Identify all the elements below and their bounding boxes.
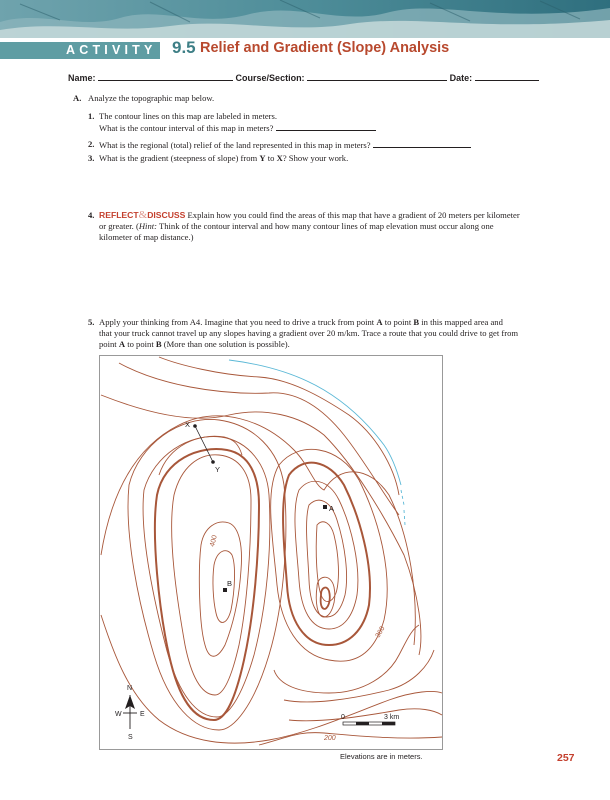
q4-hint-label: Hint: [138, 221, 157, 231]
q4-number: 4. [88, 210, 95, 220]
q3-question [99, 153, 348, 164]
activity-label: ACTIVITY [66, 43, 157, 57]
q5-line3-c: (More than one solution is possible). [163, 339, 290, 349]
q3-text-post: ? Show your work. [282, 153, 349, 163]
compass-s: S [128, 734, 133, 741]
q5-line1-b: to point [384, 317, 412, 327]
q1-number: 1. [88, 111, 95, 121]
q3-point-y: Y [259, 153, 266, 163]
contour-label-400: 400 [209, 534, 219, 548]
activity-title-row [0, 38, 610, 62]
q2-text: What is the regional (total) relief of the land represented in this map in meters? [99, 140, 371, 150]
ampersand-glyph: & [138, 209, 148, 221]
q5-line3-b: to point [127, 339, 154, 349]
page-number: 257 [557, 752, 575, 764]
point-y-label: Y [215, 465, 221, 474]
map-frame [100, 356, 443, 750]
q5-line2: that your truck cannot travel up any slopes having a gradient over 20 m/km. Trace a route that you could drive to get from [99, 328, 519, 338]
q4-line1: Explain how you could find the areas of this map that have a gradient of 20 meters per kilometer [187, 210, 520, 220]
q5-line1-point-a: A [376, 317, 383, 327]
q5-line1-c: in this mapped area and [421, 317, 503, 327]
scale-bar [343, 722, 395, 725]
q5-line1-row [99, 317, 503, 328]
point-b-label: B [227, 579, 233, 588]
q5-line1-a: Apply your thinking from A4. Imagine that you need to drive a truck from point [99, 317, 375, 327]
q4-line2-post: Think of the contour interval and how many contour lines of map elevation must occur along one [156, 221, 494, 231]
point-x-label: X [185, 420, 191, 429]
point-b-marker [223, 588, 227, 592]
q4-line2-pre: or greater. ( [99, 221, 139, 231]
page-title: Relief and Gradient (Slope) Analysis [200, 40, 450, 56]
q5-line1-point-b: B [413, 317, 420, 327]
date-field[interactable] [475, 72, 539, 81]
compass-e: E [140, 711, 145, 718]
course-label: Course/Section: [235, 73, 305, 83]
student-info-line [68, 72, 539, 83]
point-x-marker [193, 424, 197, 428]
date-label: Date: [449, 73, 473, 83]
q2-number: 2. [88, 139, 95, 149]
discuss-label: DISCUSS [147, 210, 186, 220]
point-a-label: A [329, 504, 335, 513]
name-label: Name: [68, 73, 96, 83]
contour-label-200: 200 [324, 735, 336, 742]
scale-start-label: 0 [341, 714, 345, 721]
q5-number: 5. [88, 317, 95, 327]
topographic-map[interactable] [99, 355, 443, 750]
q1-answer-field[interactable] [276, 122, 376, 131]
q3-text-to: to [267, 153, 275, 163]
part-a-intro: Analyze the topographic map below. [88, 93, 215, 103]
q4-line3: kilometer of map distance.) [99, 232, 194, 242]
q3-point-x: X [276, 153, 283, 163]
q5-line3-row [99, 339, 290, 350]
q4-line2-row [99, 221, 494, 232]
contour-label-300: 300 [374, 625, 387, 639]
q2-question [99, 139, 471, 151]
scale-end-label: 3 km [384, 714, 400, 721]
q4-line1-row [99, 210, 589, 221]
q3-number: 3. [88, 153, 95, 163]
q1-question [99, 122, 376, 134]
elevation-note: Elevations are in meters. [340, 752, 423, 761]
name-field[interactable] [98, 72, 233, 81]
point-a-marker [323, 505, 327, 509]
q5-line3-point-a: A [118, 339, 126, 349]
compass-w: W [115, 711, 122, 718]
point-y-marker [211, 460, 215, 464]
reflect-label: REFLECT [99, 210, 139, 220]
header-banner-image [0, 0, 610, 38]
part-a-label: A. [73, 93, 82, 103]
q1-line1: The contour lines on this map are labeled in meters. [99, 111, 278, 121]
course-field[interactable] [307, 72, 447, 81]
q2-answer-field[interactable] [373, 139, 471, 148]
q5-line3-a: point [99, 339, 117, 349]
q1-line2: What is the contour interval of this map in meters? [99, 123, 274, 133]
compass-n: N [127, 685, 133, 692]
activity-number: 9.5 [172, 38, 196, 57]
q5-line3-point-b: B [155, 339, 162, 349]
q3-text-pre: What is the gradient (steepness of slope) from [99, 153, 258, 163]
